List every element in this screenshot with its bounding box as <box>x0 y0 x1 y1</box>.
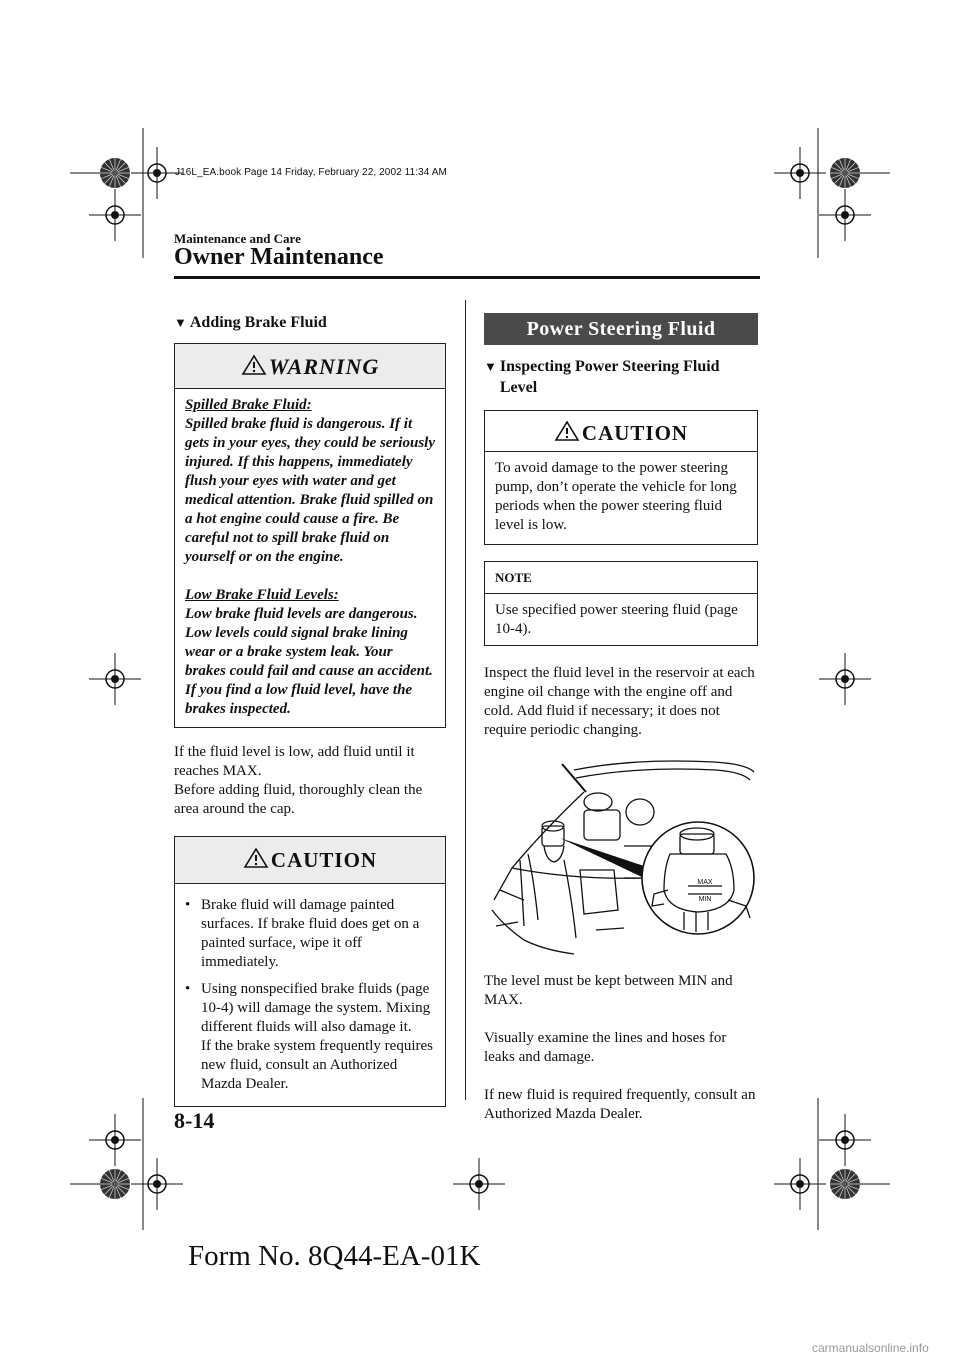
caution-bullet: • Using nonspecified brake fluids (page 10-4) will damage the system. Mixing different fluids will also damage it. If the brake system frequently requires new fluid, consult an Authorized Mazda Dealer. <box>185 981 433 1092</box>
caution-header <box>485 411 757 451</box>
reservoir-figure <box>484 750 758 960</box>
caution-bullet: • Brake fluid will damage painted surfaces. If brake fluid does get on a painted surface, wipe it off immediately. <box>185 897 420 970</box>
watermark: carmanualsonline.info <box>812 1341 929 1355</box>
form-number: Form No. 8Q44-EA-01K <box>188 1240 481 1272</box>
brake-fill-instruction: If the fluid level is low, add fluid until it reaches MAX. <box>174 744 415 779</box>
warning-body <box>175 389 445 727</box>
alert-icon <box>554 420 580 442</box>
warning-title: WARNING <box>268 354 380 379</box>
inspection-instruction: Inspect the fluid level in the reservoir at each engine oil change with the engine off and cold. Add fluid if necessary; it does not require periodic changing. <box>484 665 755 738</box>
note-title: NOTE <box>485 562 757 594</box>
note-text: Use specified power steering fluid (page 10-4). <box>495 602 738 637</box>
adding-brake-fluid-heading: ▼ Adding Brake Fluid <box>174 314 327 331</box>
bullet-dot-icon: • <box>185 981 191 997</box>
book-meta-line: J16L_EA.book Page 14 Friday, February 22, 2002 11:34 AM <box>175 167 447 178</box>
section-label: Maintenance and Care <box>174 231 301 246</box>
warning-text-spilled: Spilled brake fluid is dangerous. If it gets in your eyes, they could be seriously injured. If this happens, immediately flush your eyes with water and get medical attention. Brake fluid spilled on a hot engine could cause a fire. Be careful not to spill brake fluid on yourself or on the engine. <box>185 416 435 565</box>
dealer-instruction: If new fluid is required frequently, consult an Authorized Mazda Dealer. <box>484 1087 756 1122</box>
page-number: 8-14 <box>174 1108 215 1133</box>
triangle-bullet-icon: ▼ <box>484 359 497 374</box>
triangle-bullet-icon: ▼ <box>174 315 187 330</box>
inspecting-power-steering-heading: ▼ Inspecting Power Steering Fluid Level <box>484 358 720 396</box>
caution-title: CAUTION <box>581 421 689 445</box>
right-column <box>484 356 758 1124</box>
caution-header <box>175 837 445 884</box>
power-steering-caution-box <box>484 410 758 545</box>
warning-subheading-spilled: Spilled Brake Fluid: <box>185 397 312 413</box>
inspect-lines-instruction: Visually examine the lines and hoses for leaks and damage. <box>484 1030 727 1065</box>
alert-icon <box>243 847 269 869</box>
brake-clean-instruction: Before adding fluid, thoroughly clean the area around the cap. <box>174 782 423 817</box>
header-rule <box>174 276 760 279</box>
caution-body <box>175 884 445 1106</box>
caution-title: CAUTION <box>270 848 378 872</box>
note-box <box>484 561 758 646</box>
chapter-title: Owner Maintenance <box>174 244 384 270</box>
warning-header <box>175 344 445 389</box>
warning-box <box>174 343 446 728</box>
level-requirement: The level must be kept between MIN and MAX. <box>484 973 733 1008</box>
warning-subheading-low-levels: Low Brake Fluid Levels: <box>185 587 339 603</box>
left-column <box>174 312 446 1107</box>
bullet-dot-icon: • <box>185 897 191 913</box>
column-divider <box>465 300 466 1100</box>
power-steering-fluid-banner: Power Steering Fluid <box>484 313 758 345</box>
min-label: MIN <box>698 896 712 903</box>
alert-icon <box>241 354 267 376</box>
brake-caution-box <box>174 836 446 1107</box>
max-label: MAX <box>697 879 713 886</box>
warning-text-low-levels: Low brake fluid levels are dangerous. Low levels could signal brake lining wear or a brake system leak. Your brakes could fail and cause an accident. If you find a low fluid level, have the brakes inspected. <box>185 606 433 717</box>
caution-body: To avoid damage to the power steering pump, don’t operate the vehicle for long periods when the power steering fluid level is low. <box>495 460 737 533</box>
